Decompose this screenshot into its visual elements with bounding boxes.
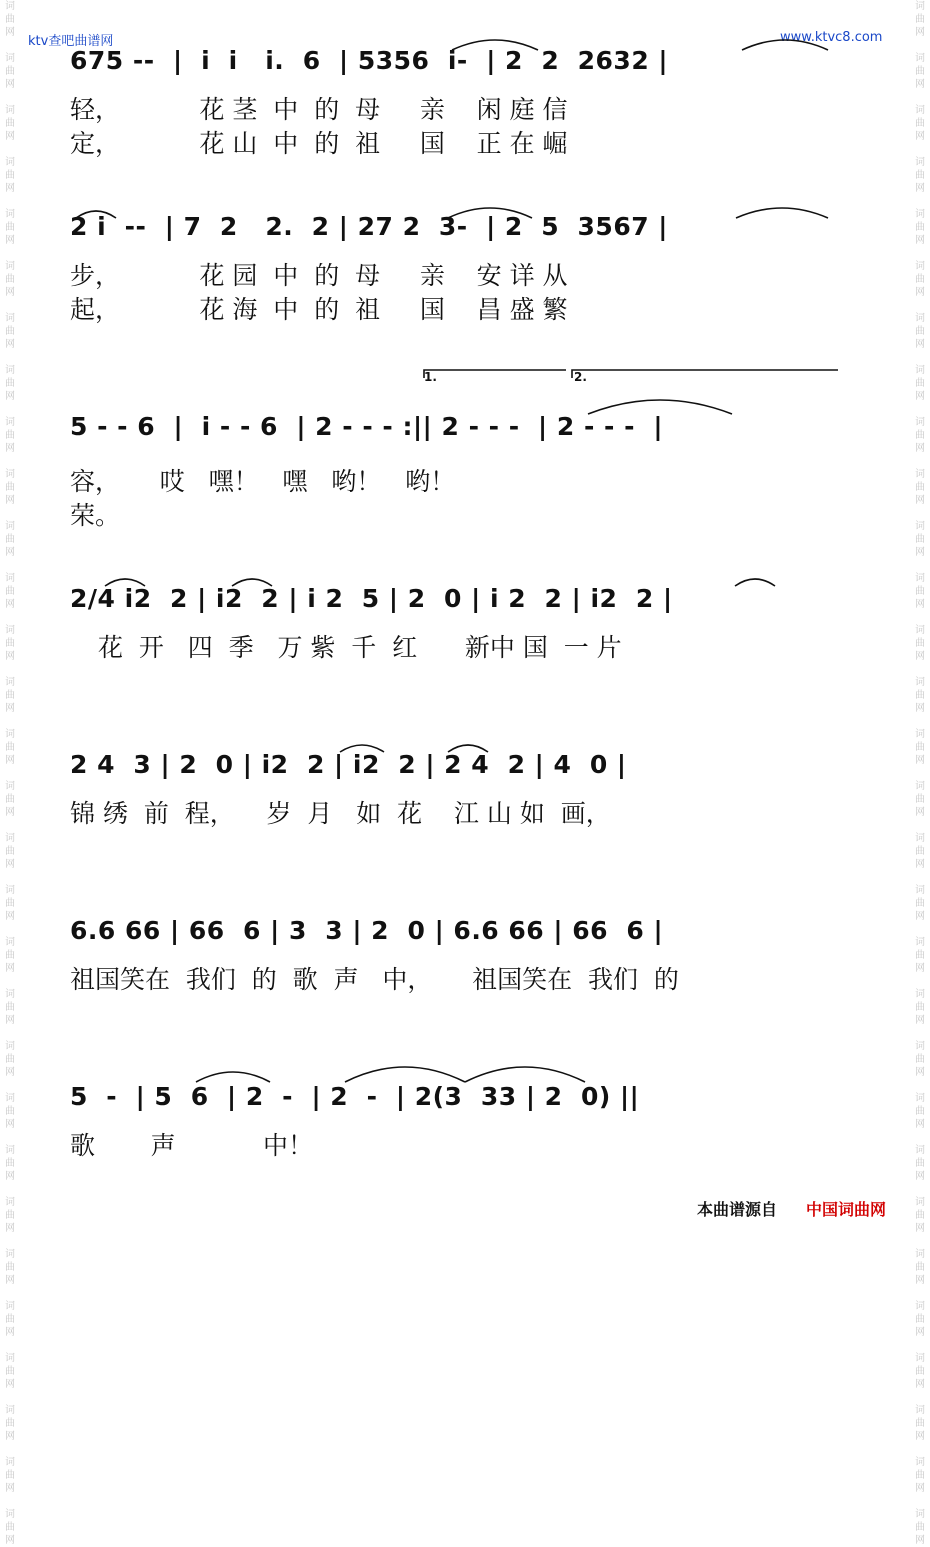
watermark-right: www.ktvc8.com — [780, 30, 883, 45]
volta-second-ending: 2. — [574, 370, 587, 384]
slur-arc — [105, 579, 145, 586]
slur-arc — [196, 1072, 270, 1082]
lyric-line: 歌 声 中！ — [70, 1131, 314, 1160]
footer-source-label: 本曲谱源自 — [697, 1200, 778, 1219]
footer-site-link[interactable]: 中国词曲网 — [806, 1200, 887, 1219]
lyric-line-verse-2: 定， 花 山 中 的 祖 国 正 在 崛 — [70, 129, 568, 158]
lyric-line-verse-2: 荣。 — [70, 501, 121, 530]
slur-arc — [232, 579, 272, 586]
slur-arc — [448, 745, 488, 752]
slur-arc — [742, 40, 828, 50]
notation-row: 2 4 3 | 2 0 | i2 2 | i2 2 | 2 4 2 | 4 0 | — [70, 750, 627, 779]
lyric-line: 锦 绣 前 程， 岁 月 如 花 江 山 如 画， — [70, 799, 611, 828]
slur-arc — [76, 211, 116, 218]
lyric-line-verse-1: 步， 花 园 中 的 母 亲 安 详 从 — [70, 261, 568, 290]
notation-row: 6.6 66 | 66 6 | 3 3 | 2 0 | 6.6 66 | 66 6 | — [70, 916, 664, 945]
volta-bracket — [424, 370, 566, 378]
lyric-line-verse-1: 轻， 花 茎 中 的 母 亲 闲 庭 信 — [70, 95, 568, 124]
slur-arc — [448, 208, 532, 218]
notation-row: 5 - - 6 | i - - 6 | 2 - - - :|| 2 - - - | 2 - - - | — [70, 412, 664, 441]
watermark-left: ktv查吧曲谱网 — [28, 34, 114, 49]
left-side-watermark: 词 曲 网 词 曲 网 词 曲 网 词 曲 网 词 曲 网 词 曲 网 词 曲 网 词 曲 网 词 曲 网 词 曲 网 词 曲 网 词 曲 网 词 曲 网 词 曲 网 词 曲 网 词 曲 网 词 曲 网 词 曲 网 词 曲 网 词 曲 网 词 曲 网 词 曲 网 词 曲 网 词 曲 网 词 曲 网 词 曲 网 词 曲 网 词 曲 网 词 曲 网 词 曲 网 — [5, 1, 15, 1546]
lyric-line-verse-2: 起， 花 海 中 的 祖 国 昌 盛 繁 — [70, 295, 568, 324]
notation-row: 2/4 i2 2 | i2 2 | i 2 5 | 2 0 | i 2 2 | i2 2 | — [70, 584, 673, 613]
slur-arc — [452, 40, 538, 50]
slur-arc — [340, 745, 384, 752]
slur-arc — [588, 400, 732, 414]
lyric-line: 祖国笑在 我们 的 歌 声 中， 祖国笑在 我们 的 — [70, 965, 679, 994]
right-side-watermark: 词 曲 网 词 曲 网 词 曲 网 词 曲 网 词 曲 网 词 曲 网 词 曲 网 词 曲 网 词 曲 网 词 曲 网 词 曲 网 词 曲 网 词 曲 网 词 曲 网 词 曲 网 词 曲 网 词 曲 网 词 曲 网 词 曲 网 词 曲 网 词 曲 网 词 曲 网 词 曲 网 词 曲 网 词 曲 网 词 曲 网 词 曲 网 词 曲 网 词 曲 网 词 曲 网 — [915, 1, 925, 1546]
lyric-line: 花 开 四 季 万 紫 千 红 新中 国 一 片 — [98, 633, 622, 662]
volta-first-ending: 1. — [424, 370, 437, 384]
notation-row: 5 - | 5 6 | 2 - | 2 - | 2(3 33 | 2 0) || — [70, 1082, 640, 1111]
notation-row: 2 i -- | 7 2 2. 2 | 27 2 3- | 2 5 3567 | — [70, 212, 668, 241]
notation-row: 675 -- | i i i. 6 | 5356 i- | 2 2 2632 | — [70, 46, 669, 75]
volta-bracket — [572, 370, 838, 378]
slur-arc — [735, 579, 775, 586]
lyric-line-verse-1: 容， 哎 嘿！ 嘿 哟！ 哟！ — [70, 467, 456, 496]
slur-arc — [345, 1067, 465, 1082]
slur-arc — [736, 208, 828, 218]
slur-arc — [465, 1067, 585, 1082]
